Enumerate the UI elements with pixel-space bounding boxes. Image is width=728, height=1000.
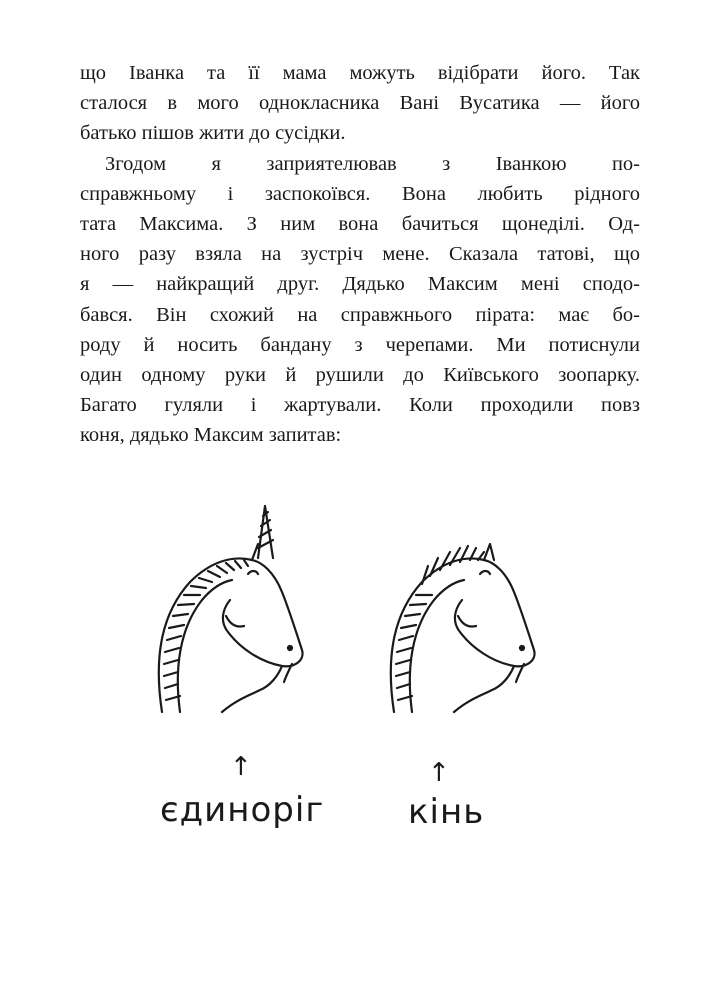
text-line: ного разу взяла на зустріч мене. Сказала татові, що (80, 243, 640, 266)
paragraph-1 (80, 58, 640, 149)
text-line: сталося в мого однокласника Вані Вусатика — його (80, 92, 640, 115)
text-line: що Іванка та її мама можуть відібрати його. Так (80, 62, 640, 84)
illustration (140, 500, 580, 850)
text-line: справжньому і заспокоївся. Вона любить рідного (80, 182, 640, 205)
unicorn-and-horse-drawing (140, 500, 580, 730)
text-line: Згодом я заприятелював з Іванкою по- (105, 152, 640, 175)
text-line: бався. Він схожий на справжнього пірата: має бо- (80, 303, 640, 326)
text-line: один одному руки й рушили до Київського зоопарку. (80, 363, 640, 386)
text-line: коня, дядько Максим запитав: (80, 424, 342, 447)
text-line: батько пішов жити до сусідки. (80, 122, 346, 145)
unicorn-drawing (159, 506, 303, 712)
text-line: роду й носить бандану з черепами. Ми потиснули (80, 333, 640, 356)
text-line: Багато гуляли і жартували. Коли проходили повз (80, 394, 640, 417)
text-line: я — найкращий друг. Дядько Максим мені сподо- (80, 273, 640, 296)
horse-drawing (391, 544, 535, 712)
arrow-up-icon: ↑ (428, 758, 450, 788)
horse-label: кінь (408, 792, 485, 832)
page-text (80, 58, 640, 450)
unicorn-label: єдиноріг (160, 790, 325, 830)
arrow-up-icon: ↑ (230, 752, 252, 782)
text-line: тата Максима. З ним вона бачиться щонеділі. Од- (80, 212, 640, 235)
paragraph-2 (80, 149, 640, 451)
